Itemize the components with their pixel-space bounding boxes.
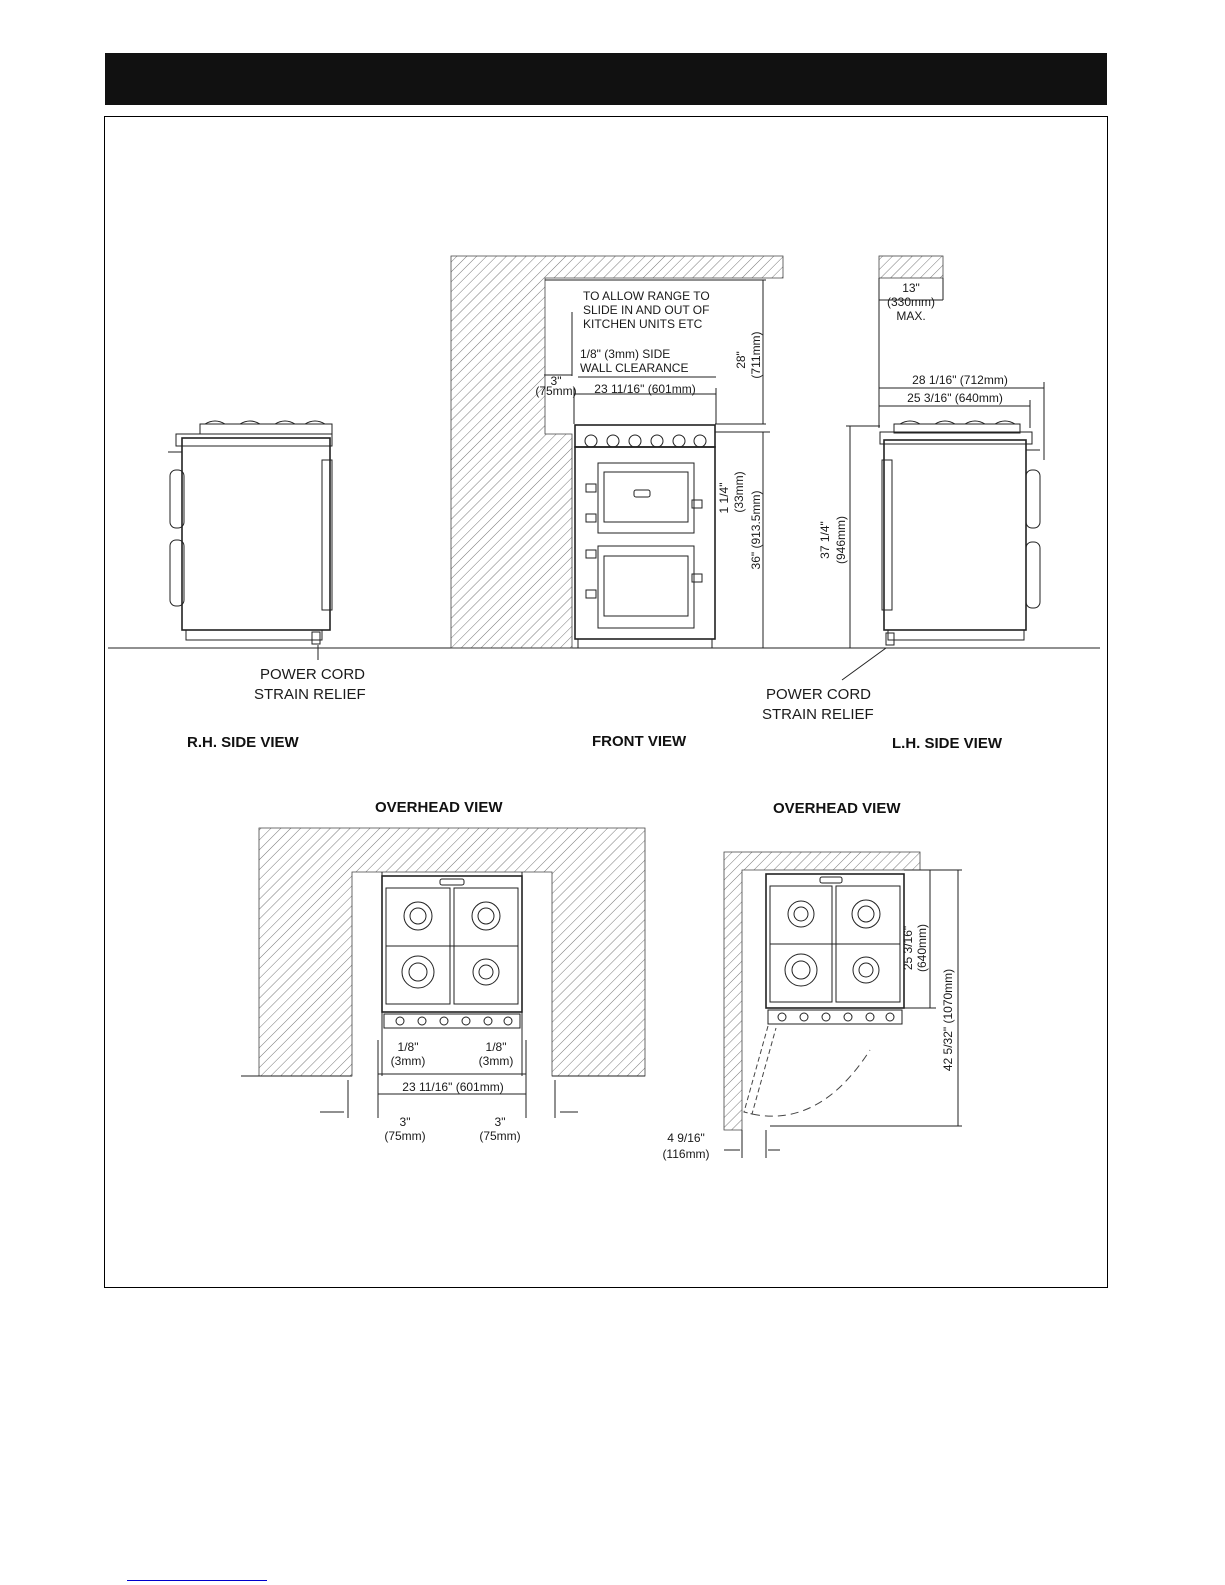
overhead-left-wall-hatch [259,828,645,1076]
front-note-allow-3: KITCHEN UNITS ETC [583,317,703,331]
front-width: 23 11/16" (601mm) [594,382,696,396]
front-height-36: 36" (913.5mm) [749,490,763,570]
overhead-left-side-l-mm: (75mm) [384,1129,426,1143]
lh-13-mm: (330mm) [886,295,936,309]
overhead-view-right-title: OVERHEAD VIEW [773,800,901,817]
rh-power-cord-label-2: STRAIN RELIEF [254,686,366,703]
overhead-left-gap-r-in: 1/8" [485,1040,507,1054]
front-height-28-mm: (711mm) [749,331,763,379]
front-side-gap-in: 3" [550,374,562,388]
overhead-left-gap-l-mm: (3mm) [390,1054,426,1068]
lh-max: MAX. [896,309,926,323]
rh-cooker-body [182,438,330,630]
lh-depth: 25 3/16" (640mm) [907,391,1003,405]
rh-side-view-title: R.H. SIDE VIEW [187,734,299,751]
front-hob-height: 1 1/4" [717,482,731,514]
overhead-left-gap-l-in: 1/8" [397,1040,419,1054]
overhead-left-gap-r-mm: (3mm) [478,1054,514,1068]
overhead-left-width: 23 11/16" (601mm) [402,1080,504,1094]
footer-link-underline [127,1580,267,1581]
front-note-clearance-1: 1/8" (3mm) SIDE [580,347,671,361]
lh-power-cord-label-1: POWER CORD [766,686,871,703]
lh-side-view-title: L.H. SIDE VIEW [892,735,1003,752]
overhead-right-depth-in: 25 3/16" [901,925,915,971]
overhead-left-side-r-mm: (75mm) [479,1129,521,1143]
overhead-right-offset-in: 4 9/16" [667,1131,705,1145]
overhead-left-side-l-in: 3" [399,1115,411,1129]
lh-height-mm: (946mm) [834,515,848,565]
overhead-left-hob [382,876,522,1012]
overhead-view-left [241,828,645,1118]
lh-cooker-body [884,440,1026,630]
overhead-right-wall-hatch [724,852,920,1130]
overhead-right-door-depth: 42 5/32" (1070mm) [941,968,955,1072]
overhead-view-right [724,852,962,1158]
front-view-title: FRONT VIEW [592,733,687,750]
overhead-left-side-r-in: 3" [494,1115,506,1129]
lh-side-view [842,256,1044,680]
front-note-clearance-2: WALL CLEARANCE [580,361,689,375]
overhead-right-depth-mm: (640mm) [915,923,929,973]
front-note-allow-1: TO ALLOW RANGE TO [583,289,710,303]
lh-13: 13" [902,281,920,295]
front-side-gap-mm: (75mm) [535,384,577,398]
overhead-view-left-title: OVERHEAD VIEW [375,799,503,816]
front-note-allow-2: SLIDE IN AND OUT OF [583,303,710,317]
overhead-right-offset-mm: (116mm) [662,1147,710,1161]
overhead-right-hob [766,874,904,1008]
front-height-28: 28" [734,351,748,369]
lh-depth-full: 28 1/16" (712mm) [912,373,1008,387]
rh-power-cord-label-1: POWER CORD [260,666,365,683]
lh-wall-cabinet-hatch [879,256,943,278]
front-hob-height-mm: (33mm) [732,471,746,513]
lh-height-in: 37 1/4" [818,521,832,559]
lh-power-cord-label-2: STRAIN RELIEF [762,706,874,723]
